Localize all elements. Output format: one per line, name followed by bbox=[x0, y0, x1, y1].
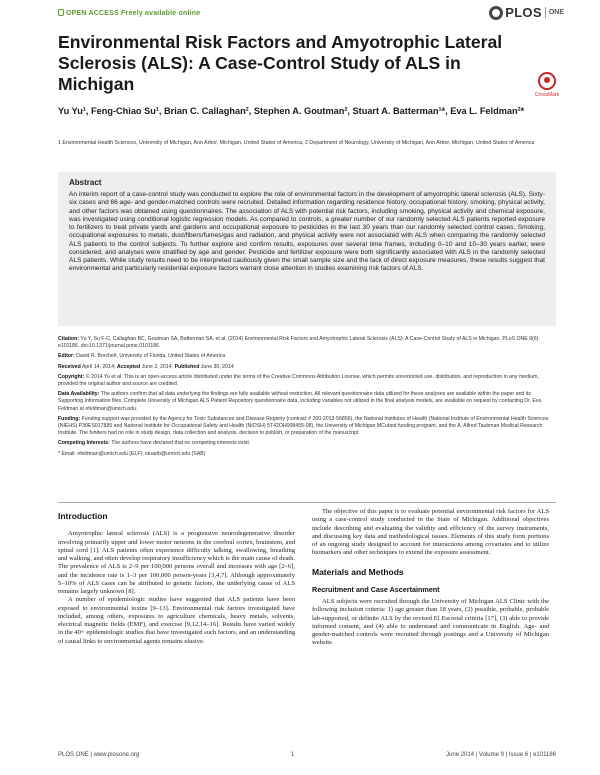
correspondence-email[interactable]: * Email: efeldman@umich.edu (ELF); stuartb@umich.edu (SAB) bbox=[58, 450, 206, 457]
footer-page-number: 1 bbox=[290, 752, 295, 758]
affiliations: 1 Environmental Health Sciences, University of Michigan, Ann Arbor, Michigan, United States of America, 2 Department of Neurology, University of Michigan, Ann Arbor, Michigan, United States of America bbox=[58, 140, 535, 146]
logo-one-text: ONE bbox=[548, 9, 564, 16]
recruitment-heading: Recruitment and Case Ascertainment bbox=[312, 584, 440, 594]
crossmark-label: CrossMark bbox=[534, 92, 560, 98]
footer-journal[interactable]: PLOS ONE | www.plosone.org bbox=[58, 752, 140, 758]
citation: Citation: Yu Y, Su F-C, Callaghan BC, Goutman SA, Batterman SA, et al. (2014) Environmental Risk Factors and Amyotrophic Lateral Sclerosis (ALS): A Case-Control Study of ALS in Michigan. PLoS ONE 9(6): e101186. doi:10.1371/journal.pone.0101186 bbox=[58, 336, 540, 350]
author-list: Yu Yu¹, Feng-Chiao Su¹, Brian C. Callaghan², Stephen A. Goutman², Stuart A. Batterman¹*, Eva L. Feldman²* bbox=[58, 106, 525, 116]
editor: Editor: David R. Borchelt, University of Florida, United States of America bbox=[58, 353, 226, 360]
open-access-lock-icon bbox=[58, 9, 64, 16]
abstract-text: An interim report of a case-control study was conducted to explore the role of environmental factors in the development of amyotrophic lateral sclerosis (ALS). Sixty-six cases and 66 age- and gender-matched controls were recruited. Detailed information regarding residence history, occupational history, smoking, physical activity, and other factors was obtained using questionnaires. The association of ALS with potential risk factors, including smoking, physical activity and chemical exposure, was investigated using conditional logistic regression models. As compared to controls, a greater number of our randomly selected ALS patients reported exposure to fertilizers to treat private yards and gardens and occupational exposure to pesticides in the last 30 years than our randomly selected control cases. Smoking, occupational exposures to metals, dust/fibers/fumes/gas and radiation, and physical activity were not associated with ALS when comparing the randomly selected ALS patients to the control subjects. To further explore and confirm results, exposures over several time frames, including 0–10 and 10–30 years earlier, were considered, and analyses were stratified by age and gender. Pesticide and fertilizer exposure were both significantly associated with ALS in the randomly selected ALS patients. While study results need to be interpreted cautiously given the small sample size and the lack of direct exposure measures, these results suggest that environmental and particularly residential exposure factors warrant close attention in studies examining risk factors of ALS. bbox=[69, 191, 545, 273]
plos-logo-icon bbox=[489, 6, 503, 20]
article-metadata bbox=[58, 336, 556, 461]
section-divider bbox=[58, 502, 556, 503]
right-column bbox=[312, 508, 549, 648]
introduction-heading: Introduction bbox=[58, 511, 108, 521]
footer-issue: June 2014 | Volume 9 | Issue 6 | e101186 bbox=[446, 752, 556, 758]
logo-divider bbox=[545, 7, 546, 18]
competing-interests: Competing Interests: The authors have declared that no competing interests exist. bbox=[58, 440, 251, 447]
abstract-box bbox=[58, 172, 556, 326]
open-access-text: OPEN ACCESS Freely available online bbox=[66, 10, 201, 17]
dates: Received April 14, 2014; Accepted June 2, 2014; Published June 30, 2014 bbox=[58, 363, 234, 370]
recruitment-paragraph: ALS subjects were recruited through the University of Michigan ALS Clinic with the following inclusion criteria: 1) age greater than 18 years, (2) possible, probable, probable lab-supported, or definite ALS by the revised El Escorial criteria [17], (3) able to provide informed consent, and (4) able to understand and communicate in English. Age- and gender-matched controls were recruited through postings and a University of Michigan website bbox=[312, 598, 549, 647]
data-availability: Data Availability: The authors confirm that all data underlying the findings are fully available without restriction. All relevant questionnaire data utilized for these analyses are available within the paper and its Supporting Information files. Complete University of Michigan ALS Patient Repository questionnaire data, including variables not utilized in the final analysis models, are available on request by contacting Dr. Eva Feldman at efeldman@umich.edu. bbox=[58, 391, 542, 412]
funding: Funding: Funding support was provided by the Agency for Toxic Substances and Disease Registry (contract # 200-2013-56856), the National Institutes of Health (National Institute of Environmental Health Sciences (NIEHS) P30ES017885 and National Institute for Occupational Safety and Health (NIOSH) 5T42OH008455-08), the University of Michigan MCubed funding program, and the A. Alfred Taubman Medical Research Institute. The funders had no role in study design, data collection and analysis, decision to publish, or preparation of the manuscript. bbox=[58, 415, 549, 437]
plos-one-logo bbox=[489, 5, 564, 20]
open-access-banner bbox=[58, 9, 200, 17]
crossmark-icon bbox=[538, 72, 556, 90]
methods-heading: Materials and Methods bbox=[312, 566, 404, 577]
logo-plos-text: PLOS bbox=[505, 5, 542, 20]
copyright: Copyright: © 2014 Yu et al. This is an open-access article distributed under the terms of the Creative Commons Attribution License, which permits unrestricted use, distribution, and reproduction in any medium, provided the original author and source are credited. bbox=[58, 373, 539, 388]
page-footer bbox=[58, 752, 556, 758]
article-title: Environmental Risk Factors and Amyotrophic Lateral Sclerosis (ALS): A Case-Control Study of ALS in Michigan bbox=[58, 32, 503, 94]
objective-paragraph: The objective of this paper is to evaluate potential environmental risk factors for ALS using a case-control study conducted in the State of Michigan. Additional objectives include describing and evaluating the validity and efficiency of the survey instruments, and discussing key data and methodological issues. Elements of this study form portions of an ongoing study designed to account for interactions among covariates and to utilize biomarkers and other techniques to extend the exposure assessment. bbox=[312, 508, 549, 557]
abstract-heading: Abstract bbox=[69, 178, 102, 187]
intro-paragraph-1: Amyotrophic lateral sclerosis (ALS) is a progressive neurodegenerative disorder involving primarily upper and lower motor neurons in the cerebral cortex, brainstem, and spinal cord [1]. ALS patients often experience difficulty talking, swallowing, breathing and walking, and often develop respiratory insufficiency which is the main cause of death. The prevalence of ALS is 2–9 per 100,000 persons overall and increases with age [2–6], and the incidence rate is 1–3 per 100,000 person-years [3,4,7]. Although approximately 5–10% of ALS cases can be attributed to genetic factors, the underlying cause of ALS remains largely unknown [8]. bbox=[58, 530, 295, 595]
crossmark-badge[interactable] bbox=[534, 72, 560, 98]
intro-paragraph-2: A number of epidemiologic studies have suggested that ALS patients have been exposed to environmental toxins [9–13]. Environmental risk factors investigated have included, among others, exposures to agriculture chemicals, heavy metals, solvents, electrical magnetic fields (EMF), and exercise [9,12,14–16]. Results have varied widely in the 40+ epidemiologic studies that have investigated such factors, and an understanding of causal links to environmental agents remains elusive. bbox=[58, 596, 295, 645]
left-column bbox=[58, 508, 295, 646]
